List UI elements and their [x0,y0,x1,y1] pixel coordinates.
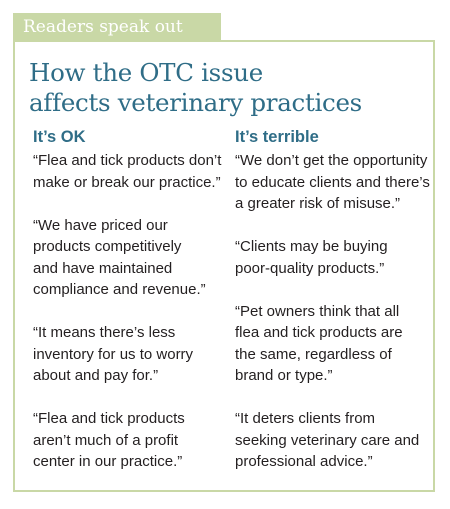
quote-line: flea and tick products are [235,324,403,341]
quote [235,408,425,473]
headline [29,58,429,118]
quote-line: “We have priced our [33,216,168,234]
column-heading: It’s OK [33,128,86,146]
quote-line: about and pay for.” [33,367,159,384]
quote-line: compliance and revenue.” [33,281,206,298]
quote-line: aren’t much of a profit [33,431,179,449]
quote-line: “We don’t get the opportunity [235,152,428,169]
column-its-terrible [235,127,430,494]
quote-line: seeking veterinary care and [235,431,420,449]
quote-line: professional advice.” [235,453,373,470]
quote-line: products competitively [33,238,182,255]
quote-line: brand or type.” [235,367,333,384]
quote-line: “Flea and tick products [33,410,185,427]
quote-line: center in our practice.” [33,453,183,470]
quote-line: “Flea and tick products don’t [33,152,222,169]
quote [235,150,430,215]
quote-line: “It deters clients from [235,410,376,427]
quote-line: poor-quality products.” [235,259,385,277]
quote [33,150,223,193]
quote-line: inventory for us to worry [33,345,194,363]
quote [33,322,223,387]
quote-line: make or break our practice.” [33,173,221,191]
quote-line: “Pet owners think that all [235,302,400,320]
quote [235,236,425,279]
quote-line: to educate clients and there’s [235,173,430,191]
section-tab-label: Readers speak out [23,17,183,37]
column-heading: It’s terrible [235,128,319,146]
quote-line: and have maintained [33,259,173,277]
column-its-ok [33,127,223,494]
headline-line-2: affects veterinary practices [29,88,362,117]
quote [33,408,223,473]
quote [33,215,223,301]
quote-line: a greater risk of misuse.” [235,195,401,212]
headline-line-1: How the OTC issue [29,58,263,87]
quote [235,301,425,387]
quote-line: the same, regardless of [235,345,392,363]
quote-line: “It means there’s less [33,324,176,341]
quote-line: “Clients may be buying [235,238,388,255]
